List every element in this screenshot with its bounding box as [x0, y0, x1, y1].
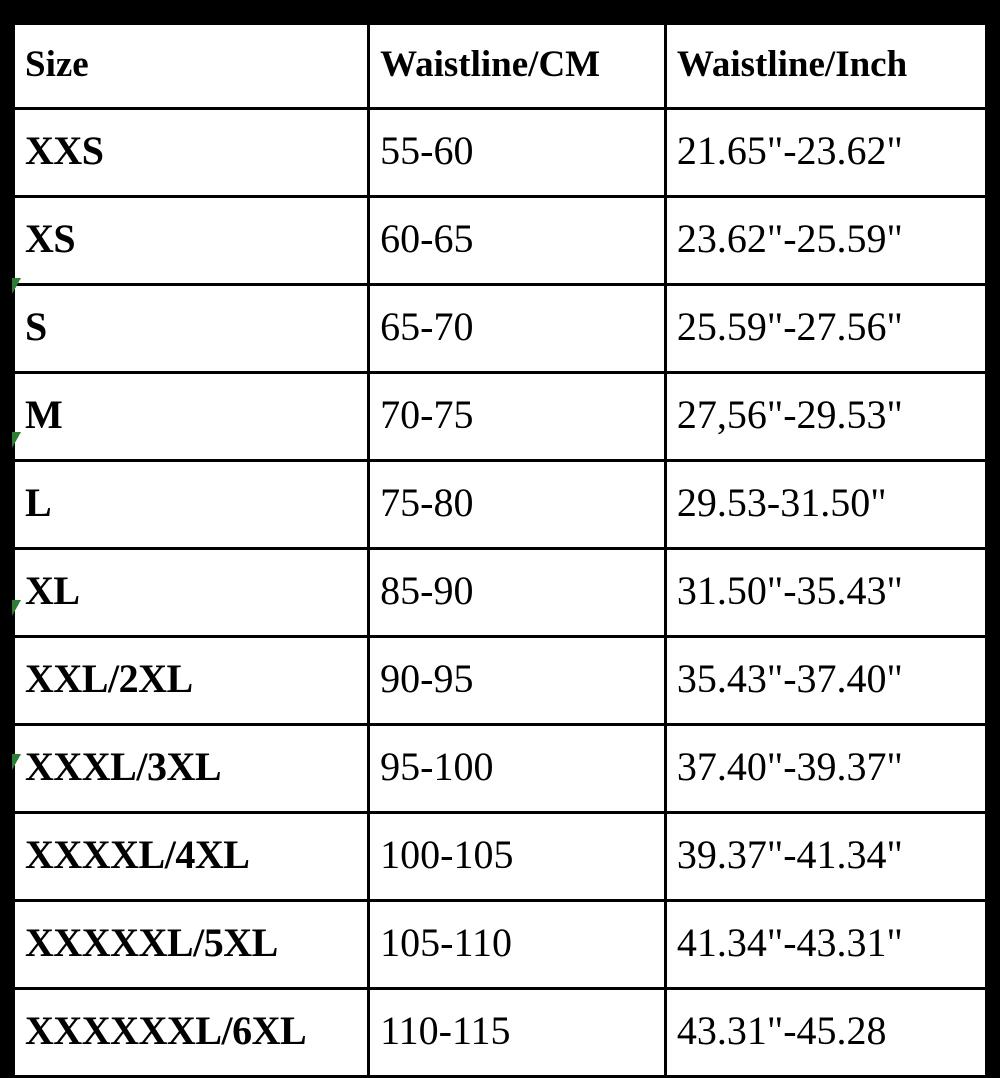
cell-size: XS	[14, 197, 369, 285]
cell-inch: 29.53-31.50"	[665, 461, 986, 549]
table-row	[14, 989, 987, 1077]
cell-cm: 70-75	[369, 373, 666, 461]
column-header-waistline-inch: Waistline/Inch	[665, 24, 986, 109]
table-row	[14, 637, 987, 725]
cell-cm: 100-105	[369, 813, 666, 901]
cell-cm: 105-110	[369, 901, 666, 989]
cell-inch: 31.50"-35.43"	[665, 549, 986, 637]
cell-size: S	[14, 285, 369, 373]
cell-inch: 35.43"-37.40"	[665, 637, 986, 725]
cell-inch: 23.62"-25.59"	[665, 197, 986, 285]
table-row	[14, 901, 987, 989]
table-row	[14, 549, 987, 637]
cell-cm: 55-60	[369, 109, 666, 197]
cell-size: XXXL/3XL	[14, 725, 369, 813]
cell-size: XXS	[14, 109, 369, 197]
table-row	[14, 197, 987, 285]
table-row	[14, 373, 987, 461]
cell-inch: 43.31"-45.28	[665, 989, 986, 1077]
cell-size: XXL/2XL	[14, 637, 369, 725]
cell-cm: 85-90	[369, 549, 666, 637]
size-chart-table	[12, 22, 988, 1078]
table-body	[14, 109, 987, 1077]
cell-inch: 39.37"-41.34"	[665, 813, 986, 901]
cell-cm: 95-100	[369, 725, 666, 813]
cell-inch: 37.40"-39.37"	[665, 725, 986, 813]
table-row	[14, 285, 987, 373]
cell-size: XXXXL/4XL	[14, 813, 369, 901]
cell-size: M	[14, 373, 369, 461]
table-row	[14, 813, 987, 901]
cell-inch: 27,56"-29.53"	[665, 373, 986, 461]
cell-size: XXXXXXL/6XL	[14, 989, 369, 1077]
cell-cm: 65-70	[369, 285, 666, 373]
column-header-size: Size	[14, 24, 369, 109]
cell-inch: 21.65"-23.62"	[665, 109, 986, 197]
table-row	[14, 725, 987, 813]
header-row	[14, 24, 987, 109]
cell-cm: 110-115	[369, 989, 666, 1077]
cell-inch: 25.59"-27.56"	[665, 285, 986, 373]
size-chart-container	[12, 22, 988, 1053]
cell-cm: 60-65	[369, 197, 666, 285]
column-header-waistline-cm: Waistline/CM	[369, 24, 666, 109]
cell-size: L	[14, 461, 369, 549]
table-row	[14, 109, 987, 197]
table-header	[14, 24, 987, 109]
cell-size: XL	[14, 549, 369, 637]
cell-cm: 75-80	[369, 461, 666, 549]
cell-inch: 41.34"-43.31"	[665, 901, 986, 989]
cell-cm: 90-95	[369, 637, 666, 725]
table-row	[14, 461, 987, 549]
cell-size: XXXXXL/5XL	[14, 901, 369, 989]
